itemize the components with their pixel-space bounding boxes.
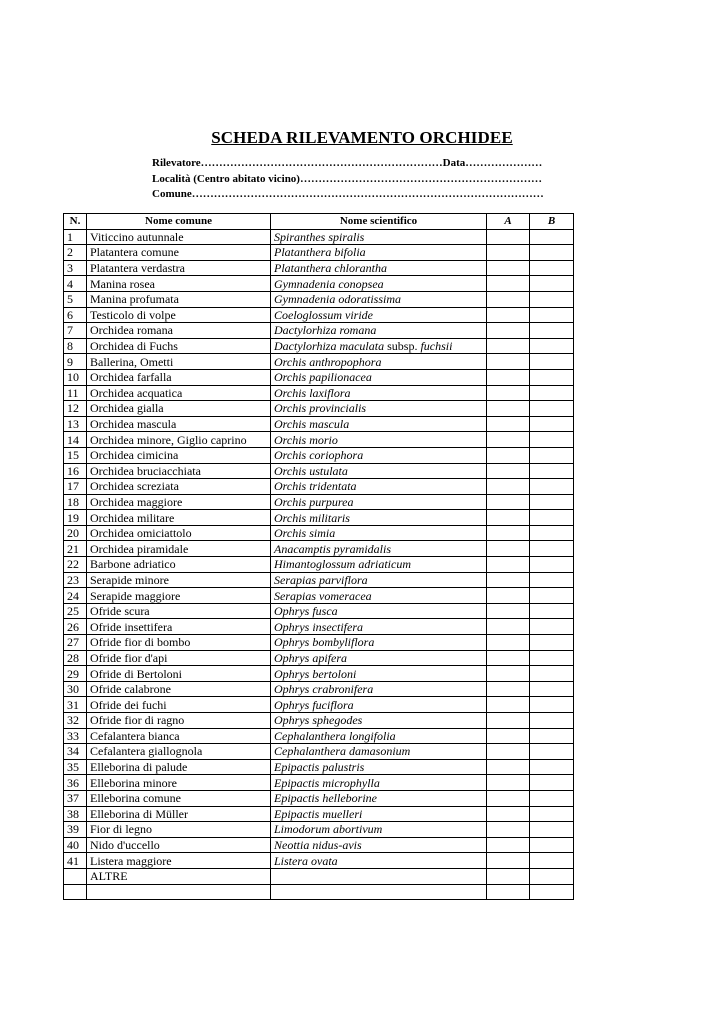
checkbox-cell-b[interactable] [530, 369, 574, 385]
table-header-row [64, 214, 574, 230]
common-name-cell: Platantera verdastra [87, 260, 271, 276]
scientific-name-cell: Ophrys bertoloni [271, 666, 487, 682]
header-number: N. [64, 214, 87, 230]
table-row [64, 494, 574, 510]
common-name-cell: Elleborina di palude [87, 759, 271, 775]
table-row [64, 323, 574, 339]
row-number: 37 [64, 790, 87, 806]
row-number: 4 [64, 276, 87, 292]
checkbox-cell-b[interactable] [530, 697, 574, 713]
scientific-name-cell: Neottia nidus-avis [271, 837, 487, 853]
scientific-name-cell: Ophrys bombyliflora [271, 635, 487, 651]
scientific-name-cell: Ophrys fusca [271, 603, 487, 619]
scientific-name-cell: Orchis militaris [271, 510, 487, 526]
checkbox-cell-b[interactable] [530, 245, 574, 261]
checkbox-cell-b[interactable] [530, 354, 574, 370]
row-number: 25 [64, 603, 87, 619]
table-row [64, 728, 574, 744]
common-name-cell: Serapide maggiore [87, 588, 271, 604]
checkbox-cell-b[interactable] [530, 463, 574, 479]
scientific-name-cell: Cephalanthera longifolia [271, 728, 487, 744]
checkbox-cell-b[interactable] [530, 494, 574, 510]
row-number: 34 [64, 744, 87, 760]
checkbox-cell-a[interactable] [487, 744, 530, 760]
checkbox-cell-b[interactable] [530, 635, 574, 651]
common-name-cell: Platantera comune [87, 245, 271, 261]
table-row [64, 588, 574, 604]
table-row [64, 447, 574, 463]
checkbox-cell-a[interactable] [487, 884, 530, 900]
checkbox-cell-a[interactable] [487, 291, 530, 307]
checkbox-cell-a[interactable] [487, 790, 530, 806]
checkbox-cell-a[interactable] [487, 868, 530, 884]
checkbox-cell-a[interactable] [487, 822, 530, 838]
checkbox-cell-a[interactable] [487, 260, 530, 276]
scientific-name-cell: Cephalanthera damasonium [271, 744, 487, 760]
checkbox-cell-a[interactable] [487, 416, 530, 432]
common-name-cell: Ofride dei fuchi [87, 697, 271, 713]
checkbox-cell-a[interactable] [487, 572, 530, 588]
table-row [64, 260, 574, 276]
row-number: 30 [64, 681, 87, 697]
checkbox-cell-b[interactable] [530, 822, 574, 838]
table-row [64, 806, 574, 822]
row-number: 41 [64, 853, 87, 869]
checkbox-cell-b[interactable] [530, 307, 574, 323]
scientific-name-cell: Orchis purpurea [271, 494, 487, 510]
scientific-name-cell: Ophrys sphegodes [271, 713, 487, 729]
common-name-cell: Orchidea gialla [87, 401, 271, 417]
checkbox-cell-b[interactable] [530, 868, 574, 884]
row-number: 5 [64, 291, 87, 307]
scientific-name-cell: Listera ovata [271, 853, 487, 869]
checkbox-cell-a[interactable] [487, 853, 530, 869]
table-row [64, 853, 574, 869]
row-number: 1 [64, 229, 87, 245]
common-name-cell: Barbone adriatico [87, 557, 271, 573]
scientific-name-cell: Orchis papilionacea [271, 369, 487, 385]
row-number: 6 [64, 307, 87, 323]
table-row [64, 354, 574, 370]
scientific-name-cell: Serapias vomeracea [271, 588, 487, 604]
common-name-cell: Orchidea omiciattolo [87, 525, 271, 541]
table-row [64, 229, 574, 245]
table-row [64, 697, 574, 713]
table-row [64, 291, 574, 307]
row-number: 31 [64, 697, 87, 713]
table-row [64, 713, 574, 729]
scientific-name-cell: Epipactis palustris [271, 759, 487, 775]
row-number [64, 884, 87, 900]
checkbox-cell-a[interactable] [487, 229, 530, 245]
scientific-name-cell [271, 338, 487, 354]
common-name-cell: Orchidea romana [87, 323, 271, 339]
common-name-cell: Cefalantera giallognola [87, 744, 271, 760]
checkbox-cell-b[interactable] [530, 884, 574, 900]
checkbox-cell-a[interactable] [487, 369, 530, 385]
row-number: 24 [64, 588, 87, 604]
table-row [64, 245, 574, 261]
row-number: 33 [64, 728, 87, 744]
table-row [64, 775, 574, 791]
table-row [64, 401, 574, 417]
table-row [64, 276, 574, 292]
checkbox-cell-a[interactable] [487, 697, 530, 713]
row-number: 19 [64, 510, 87, 526]
subspecies-marker: subsp. [384, 339, 421, 354]
scientific-name-cell: Gymnadenia conopsea [271, 276, 487, 292]
checkbox-cell-b[interactable] [530, 541, 574, 557]
table-row [64, 759, 574, 775]
table-row [64, 432, 574, 448]
scientific-name-cell: Ophrys insectifera [271, 619, 487, 635]
scientific-name-cell: Epipactis microphylla [271, 775, 487, 791]
scientific-name-cell: Orchis morio [271, 432, 487, 448]
scientific-name-cell: Platanthera bifolia [271, 245, 487, 261]
rilevatore-data-field[interactable]: Rilevatore…………………………………………………………Data………………… [152, 157, 543, 169]
table-row [64, 650, 574, 666]
checkbox-cell-a[interactable] [487, 806, 530, 822]
common-name-cell: Testicolo di volpe [87, 307, 271, 323]
scientific-name-cell: Orchis laxiflora [271, 385, 487, 401]
checkbox-cell-b[interactable] [530, 853, 574, 869]
scientific-name-cell: Gymnadenia odoratissima [271, 291, 487, 307]
scientific-name-cell: Orchis coriophora [271, 447, 487, 463]
row-number: 3 [64, 260, 87, 276]
row-number: 17 [64, 479, 87, 495]
checkbox-cell-b[interactable] [530, 837, 574, 853]
checkbox-cell-b[interactable] [530, 229, 574, 245]
checkbox-cell-b[interactable] [530, 401, 574, 417]
table-row [64, 744, 574, 760]
scientific-name-cell: Orchis anthropophora [271, 354, 487, 370]
common-name-cell: Orchidea farfalla [87, 369, 271, 385]
checkbox-cell-b[interactable] [530, 681, 574, 697]
row-number: 11 [64, 385, 87, 401]
table-row [64, 619, 574, 635]
scientific-name-cell: Orchis tridentata [271, 479, 487, 495]
common-name-cell: Orchidea militare [87, 510, 271, 526]
row-number: 18 [64, 494, 87, 510]
table-row [64, 557, 574, 573]
checkbox-cell-a[interactable] [487, 713, 530, 729]
table-row [64, 822, 574, 838]
checkbox-cell-b[interactable] [530, 260, 574, 276]
checkbox-cell-a[interactable] [487, 354, 530, 370]
checkbox-cell-b[interactable] [530, 510, 574, 526]
checkbox-cell-a[interactable] [487, 681, 530, 697]
checkbox-cell-b[interactable] [530, 603, 574, 619]
table-row [64, 541, 574, 557]
checkbox-cell-b[interactable] [530, 447, 574, 463]
common-name-cell: Viticcino autunnale [87, 229, 271, 245]
checkbox-cell-a[interactable] [487, 494, 530, 510]
comune-field[interactable]: Comune…………………………………………………………………………………… [152, 188, 544, 200]
subspecies-name: fuchsii [420, 339, 453, 354]
checkbox-cell-a[interactable] [487, 541, 530, 557]
checkbox-cell-b[interactable] [530, 572, 574, 588]
checkbox-cell-a[interactable] [487, 525, 530, 541]
common-name-cell: Orchidea mascula [87, 416, 271, 432]
header-scientific-name: Nome scientifico [271, 214, 487, 230]
checkbox-cell-a[interactable] [487, 759, 530, 775]
checkbox-cell-a[interactable] [487, 385, 530, 401]
checkbox-cell-b[interactable] [530, 525, 574, 541]
table-row [64, 868, 574, 884]
scientific-name-cell: Orchis provincialis [271, 401, 487, 417]
row-number: 8 [64, 338, 87, 354]
common-name-cell: Orchidea minore, Giglio caprino [87, 432, 271, 448]
common-name-cell: Ballerina, Ometti [87, 354, 271, 370]
common-name-cell: Orchidea cimicina [87, 447, 271, 463]
checkbox-cell-a[interactable] [487, 432, 530, 448]
checkbox-cell-a[interactable] [487, 837, 530, 853]
scientific-name-cell [271, 884, 487, 900]
table-row [64, 572, 574, 588]
row-number: 36 [64, 775, 87, 791]
checkbox-cell-b[interactable] [530, 619, 574, 635]
row-number: 7 [64, 323, 87, 339]
checkbox-cell-b[interactable] [530, 323, 574, 339]
common-name-cell: Orchidea di Fuchs [87, 338, 271, 354]
table-row [64, 790, 574, 806]
checkbox-cell-a[interactable] [487, 463, 530, 479]
row-number: 13 [64, 416, 87, 432]
checkbox-cell-b[interactable] [530, 338, 574, 354]
checkbox-cell-b[interactable] [530, 775, 574, 791]
scientific-name-cell: Limodorum abortivum [271, 822, 487, 838]
checkbox-cell-a[interactable] [487, 510, 530, 526]
table-row [64, 416, 574, 432]
table-row [64, 525, 574, 541]
common-name-cell: Orchidea bruciacchiata [87, 463, 271, 479]
common-name-cell: Manina rosea [87, 276, 271, 292]
scientific-name-cell: Anacamptis pyramidalis [271, 541, 487, 557]
scientific-name-cell: Epipactis muelleri [271, 806, 487, 822]
table-row [64, 510, 574, 526]
checkbox-cell-a[interactable] [487, 603, 530, 619]
row-number: 28 [64, 650, 87, 666]
scientific-name-cell: Platanthera chlorantha [271, 260, 487, 276]
checkbox-cell-b[interactable] [530, 276, 574, 292]
checkbox-cell-b[interactable] [530, 650, 574, 666]
checkbox-cell-b[interactable] [530, 713, 574, 729]
row-number: 22 [64, 557, 87, 573]
row-number: 40 [64, 837, 87, 853]
checkbox-cell-a[interactable] [487, 245, 530, 261]
row-number: 35 [64, 759, 87, 775]
checkbox-cell-a[interactable] [487, 650, 530, 666]
scientific-name-cell: Serapias parviflora [271, 572, 487, 588]
table-row [64, 603, 574, 619]
checkbox-cell-a[interactable] [487, 323, 530, 339]
scientific-name-cell: Ophrys fuciflora [271, 697, 487, 713]
common-name-cell: Ofride di Bertoloni [87, 666, 271, 682]
table-row [64, 369, 574, 385]
scientific-name-cell: Himantoglossum adriaticum [271, 557, 487, 573]
checkbox-cell-a[interactable] [487, 666, 530, 682]
checkbox-cell-b[interactable] [530, 557, 574, 573]
scientific-name-cell: Spiranthes spiralis [271, 229, 487, 245]
row-number: 38 [64, 806, 87, 822]
checkbox-cell-a[interactable] [487, 635, 530, 651]
row-number: 39 [64, 822, 87, 838]
header-a: A [487, 214, 530, 230]
common-name-cell: Orchidea piramidale [87, 541, 271, 557]
common-name-cell: Elleborina minore [87, 775, 271, 791]
scientific-name-cell: Orchis simia [271, 525, 487, 541]
scientific-name-cell: Coeloglossum viride [271, 307, 487, 323]
row-number: 16 [64, 463, 87, 479]
row-number: 2 [64, 245, 87, 261]
scientific-name-part: Dactylorhiza maculata [274, 339, 385, 354]
checkbox-cell-b[interactable] [530, 291, 574, 307]
scientific-name-cell: Orchis ustulata [271, 463, 487, 479]
scientific-name-cell: Orchis mascula [271, 416, 487, 432]
row-number: 32 [64, 713, 87, 729]
common-name-cell: Cefalantera bianca [87, 728, 271, 744]
checkbox-cell-a[interactable] [487, 775, 530, 791]
common-name-cell: Ofride scura [87, 603, 271, 619]
row-number: 23 [64, 572, 87, 588]
common-name-cell: ALTRE [87, 868, 271, 884]
common-name-cell: Serapide minore [87, 572, 271, 588]
table-row [64, 307, 574, 323]
orchid-survey-table [63, 213, 574, 900]
common-name-cell: Orchidea maggiore [87, 494, 271, 510]
checkbox-cell-a[interactable] [487, 728, 530, 744]
row-number: 29 [64, 666, 87, 682]
scientific-name-cell: Dactylorhiza romana [271, 323, 487, 339]
common-name-cell: Listera maggiore [87, 853, 271, 869]
common-name-cell: Ofride fior d'api [87, 650, 271, 666]
row-number: 21 [64, 541, 87, 557]
checkbox-cell-b[interactable] [530, 759, 574, 775]
table-row [64, 635, 574, 651]
scientific-name-cell: Epipactis helleborine [271, 790, 487, 806]
scientific-name-cell: Ophrys apifera [271, 650, 487, 666]
common-name-cell: Elleborina comune [87, 790, 271, 806]
checkbox-cell-b[interactable] [530, 588, 574, 604]
table-row [64, 479, 574, 495]
checkbox-cell-b[interactable] [530, 666, 574, 682]
common-name-cell: Ofride fior di ragno [87, 713, 271, 729]
table-row [64, 385, 574, 401]
header-b: B [530, 214, 574, 230]
row-number: 26 [64, 619, 87, 635]
localita-field[interactable]: Località (Centro abitato vicino)………………………………………………………… [152, 173, 542, 185]
row-number: 15 [64, 447, 87, 463]
table-row [64, 681, 574, 697]
header-common-name: Nome comune [87, 214, 271, 230]
table-row [64, 884, 574, 900]
checkbox-cell-a[interactable] [487, 401, 530, 417]
checkbox-cell-b[interactable] [530, 806, 574, 822]
scientific-name-cell [271, 868, 487, 884]
common-name-cell: Nido d'uccello [87, 837, 271, 853]
checkbox-cell-a[interactable] [487, 276, 530, 292]
table-row [64, 837, 574, 853]
row-number: 14 [64, 432, 87, 448]
checkbox-cell-b[interactable] [530, 385, 574, 401]
checkbox-cell-b[interactable] [530, 416, 574, 432]
checkbox-cell-b[interactable] [530, 728, 574, 744]
common-name-cell: Ofride fior di bombo [87, 635, 271, 651]
checkbox-cell-a[interactable] [487, 557, 530, 573]
common-name-cell: Ofride calabrone [87, 681, 271, 697]
row-number: 20 [64, 525, 87, 541]
scientific-name-cell: Ophrys crabronifera [271, 681, 487, 697]
common-name-cell: Manina profumata [87, 291, 271, 307]
page-title: SCHEDA RILEVAMENTO ORCHIDEE [211, 128, 513, 147]
common-name-cell [87, 884, 271, 900]
common-name-cell: Elleborina di Müller [87, 806, 271, 822]
table-row [64, 463, 574, 479]
common-name-cell: Orchidea screziata [87, 479, 271, 495]
row-number: 9 [64, 354, 87, 370]
checkbox-cell-a[interactable] [487, 588, 530, 604]
checkbox-cell-b[interactable] [530, 744, 574, 760]
table-row [64, 338, 574, 354]
table-row [64, 666, 574, 682]
checkbox-cell-a[interactable] [487, 447, 530, 463]
common-name-cell: Fior di legno [87, 822, 271, 838]
checkbox-cell-a[interactable] [487, 307, 530, 323]
checkbox-cell-a[interactable] [487, 479, 530, 495]
row-number: 10 [64, 369, 87, 385]
checkbox-cell-a[interactable] [487, 338, 530, 354]
checkbox-cell-a[interactable] [487, 619, 530, 635]
row-number: 12 [64, 401, 87, 417]
common-name-cell: Ofride insettifera [87, 619, 271, 635]
table-body [64, 229, 574, 900]
checkbox-cell-b[interactable] [530, 479, 574, 495]
checkbox-cell-b[interactable] [530, 432, 574, 448]
common-name-cell: Orchidea acquatica [87, 385, 271, 401]
checkbox-cell-b[interactable] [530, 790, 574, 806]
row-number [64, 868, 87, 884]
row-number: 27 [64, 635, 87, 651]
